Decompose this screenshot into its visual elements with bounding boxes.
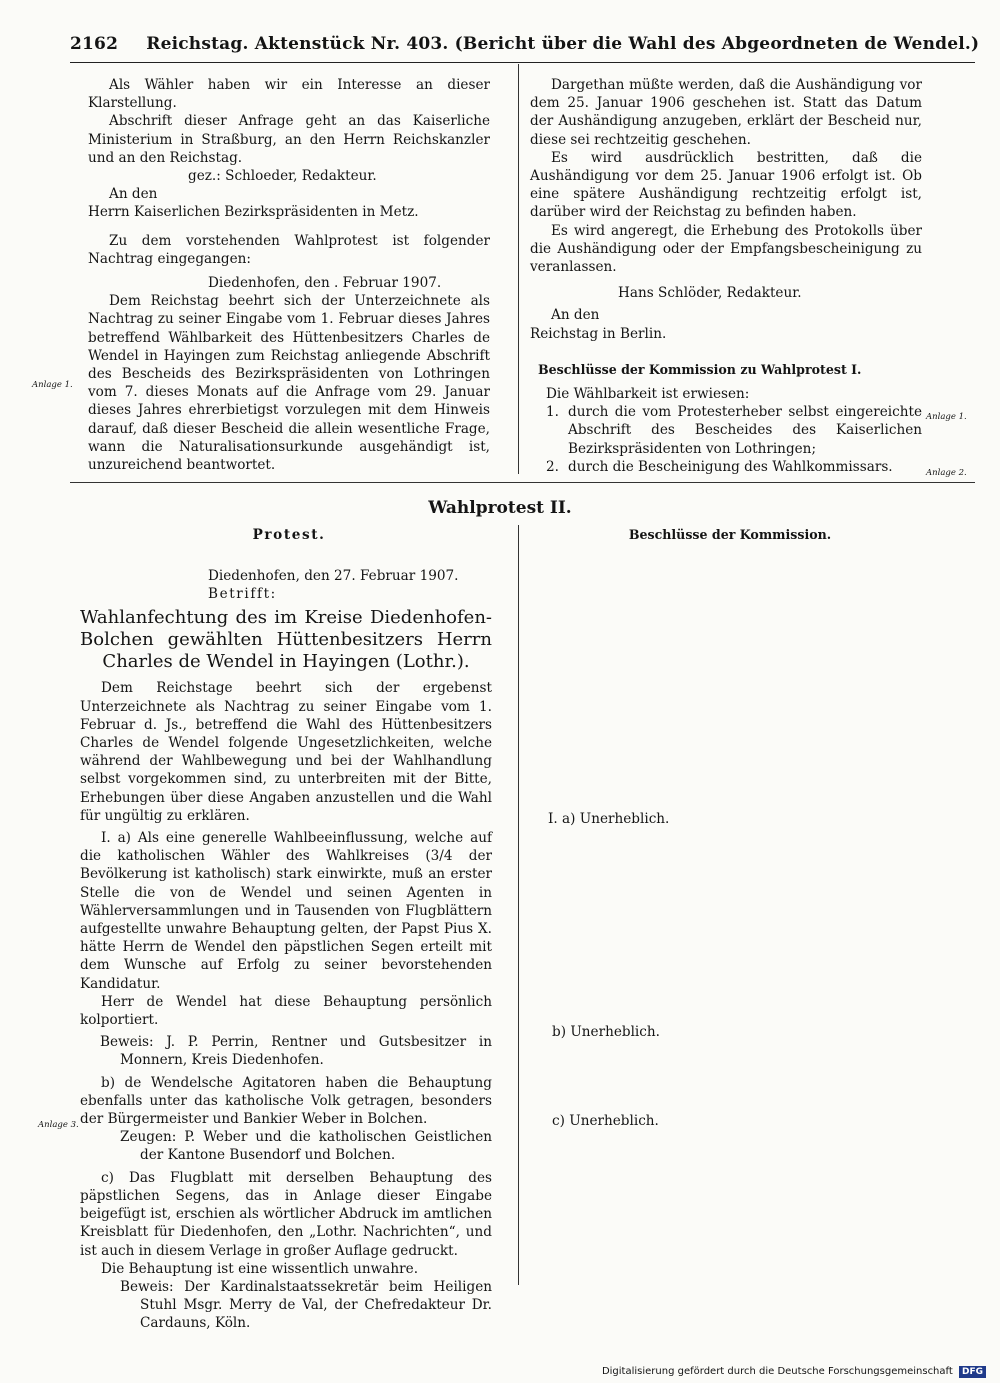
running-title: Reichstag. Aktenstück Nr. 403. (Bericht über die Wahl des Abgeordneten de Wendel.) [146, 34, 980, 54]
place-date: Diedenhofen, den . Februar 1907. [208, 275, 442, 292]
list-text: durch die vom Protesterheber selbst eingereichte Abschrift des Bescheides des Kaiserlichen Bezirkspräsidenten von Lothringen; [568, 404, 922, 457]
page-number: 2162 [70, 34, 119, 54]
right-column-top [530, 76, 922, 476]
address-line: Reichstag in Berlin. [530, 325, 667, 342]
margin-note: Anlage 3. [38, 1120, 79, 1130]
section-title: Wahlprotest II. [428, 498, 572, 518]
paragraph: Als Wähler haben wir ein Interesse an dieser Klarstellung. [88, 77, 490, 112]
paragraph: Herr de Wendel hat diese Behauptung persönlich kolportiert. [80, 993, 492, 1029]
section-rule [70, 482, 975, 483]
paragraph: Es wird ausdrücklich bestritten, daß die Aushändigung vor dem 25. Januar 1906 erfolgt ist. Ob eine spätere Aushändigung rechtzeitig erfolgt ist, darüber wird der Reichstag zu befinden haben. [530, 149, 922, 221]
paragraph-Ia: I. a) Als eine generelle Wahlbeeinflussung, welche auf die katholischen Wähler des Wahlkreises (3/4 der Bevölkerung ist katholisch) stark einwirkte, muß an erster Stelle die von de Wendel und seinen Agenten in Wählerversammlungen und in Tausenden von Flugblättern aufgestellte unwahre Behauptung gelten, der Papst Pius X. hätte Herrn de Wendel den päpstlichen Segen erteilt mit dem Wunsche auf Erfolg zu seiner bevorstehenden Kandidatur. [80, 830, 492, 992]
column-heading: Beschlüsse der Kommission. [628, 527, 832, 542]
dfg-logo: DFG [959, 1366, 986, 1378]
section-heading: Beschlüsse der Kommission zu Wahlprotest I. [538, 361, 862, 377]
evidence: Beweis: Der Kardinalstaatssekretär beim Heiligen Stuhl Msgr. Merry de Val, der Chefredakteur Dr. Cardauns, Köln. [120, 1278, 492, 1332]
evidence: Beweis: J. P. Perrin, Rentner und Gutsbesitzer in Monnern, Kreis Diedenhofen. [100, 1034, 492, 1069]
decision-b: b) Unerheblich. [552, 1024, 660, 1040]
signature: Hans Schlöder, Redakteur. [618, 285, 802, 302]
decision-c: c) Unerheblich. [552, 1113, 659, 1129]
paragraph: Zu dem vorstehenden Wahlprotest ist folgender Nachtrag eingegangen: [88, 232, 490, 267]
paragraph-b: b) de Wendelsche Agitatoren haben die Behauptung ebenfalls unter das katholische Volk getragen, besonders der Bürgermeister und Bankier Weber in Bolchen. [80, 1074, 492, 1128]
list-item [546, 403, 922, 458]
witnesses: Zeugen: P. Weber und die katholischen Geistlichen der Kantone Busendorf und Bolchen. [120, 1129, 492, 1164]
paragraph: Dem Reichstage beehrt sich der ergebenst Unterzeichnete als Nachtrag zu seiner Eingabe vom 1. Februar d. Js., betreffend die Wahl des Hüttenbesitzers Charles de Wendel folgende Ungesetzlichkeiten, welche während der Wahlbewegung und bei der Wahlhandlung selbst vorgekommen sind, zu unterbreiten mit der Bitte, Erhebungen über diese Angaben anzustellen und die Wahl für ungültig zu erklären. [80, 680, 492, 824]
address-line: An den [551, 307, 600, 324]
paragraph: Dargethan müßte werden, daß die Aushändigung vor dem 25. Januar 1906 geschehen ist. Statt das Datum der Aushändigung anzugeben, erklärt der Bescheid nur, diese sei rechtzeitig geschehen. [530, 77, 922, 148]
address-line: An den [109, 186, 158, 203]
list-number: 2. [546, 458, 559, 475]
betrifft-label: Betrifft: [208, 586, 277, 603]
column-divider [518, 64, 519, 474]
margin-note: Anlage 1. [32, 380, 73, 390]
paragraph: Dem Reichstag beehrt sich der Unterzeichnete als Nachtrag zu seiner Eingabe vom 1. Februar dieses Jahres betreffend Wählbarkeit des Hüttenbesitzers Charles de Wendel in Hayingen zum Reichstag anliegende Abschrift des Bescheids des Bezirkspräsidenten von Lothringen vom 7. dieses Monats auf die Anfrage vom 29. Januar dieses Jahres ehrerbietigst vorzulegen mit dem Hinweis darauf, daß dieser Bescheid die allein wesentliche Frage, wann die Naturalisationsurkunde ausgehändigt ist, unzureichend beantwortet. [88, 293, 490, 474]
paragraph: Abschrift dieser Anfrage geht an das Kaiserliche Ministerium in Straßburg, an den Herrn Reichskanzler und an den Reichstag. [88, 113, 490, 166]
column-divider [518, 525, 519, 1285]
margin-note: Anlage 1. [926, 412, 967, 422]
paragraph: Die Behauptung ist eine wissentlich unwahre. [101, 1260, 419, 1277]
paragraph: Es wird angeregt, die Erhebung des Protokolls über die Aushändigung oder der Empfangsbescheinigung zu veranlassen. [530, 222, 922, 276]
signature: gez.: Schloeder, Redakteur. [188, 168, 377, 185]
decision-list [530, 403, 922, 476]
margin-note: Anlage 2. [926, 468, 967, 478]
place-date: Diedenhofen, den 27. Februar 1907. [208, 568, 459, 584]
left-column-bottom [80, 567, 492, 1333]
left-column-top [88, 76, 490, 474]
footer-credit [602, 1366, 986, 1378]
paragraph-c: c) Das Flugblatt mit derselben Behauptung des päpstlichen Segens, das in Anlage dieser Eingabe beigefügt ist, erschien als wörtlicher Abdruck im amtlichen Kreisblatt für Diedenhofen, den „Lothr. Nachrichten“, und ist auch in diesem Verlage in großer Auflage gedruckt. [80, 1169, 492, 1259]
column-heading: Protest. [252, 527, 326, 543]
list-text: durch die Bescheinigung des Wahlkommissars. [568, 458, 893, 475]
subject-heading: Wahlanfechtung des im Kreise Diedenhofen-Bolchen gewählten Hüttenbesitzers Herrn Charles de Wendel in Hayingen (Lothr.). [80, 607, 492, 673]
decision-Ia: I. a) Unerheblich. [548, 811, 670, 827]
paragraph: Die Wählbarkeit ist erwiesen: [546, 386, 750, 403]
running-header [70, 34, 980, 54]
list-item [546, 458, 922, 476]
list-number: 1. [546, 404, 559, 421]
footer-text: Digitalisierung gefördert durch die Deutsche Forschungsgemeinschaft [601, 1366, 953, 1377]
header-rule [70, 62, 975, 63]
address-line: Herrn Kaiserlichen Bezirkspräsidenten in Metz. [88, 204, 419, 221]
